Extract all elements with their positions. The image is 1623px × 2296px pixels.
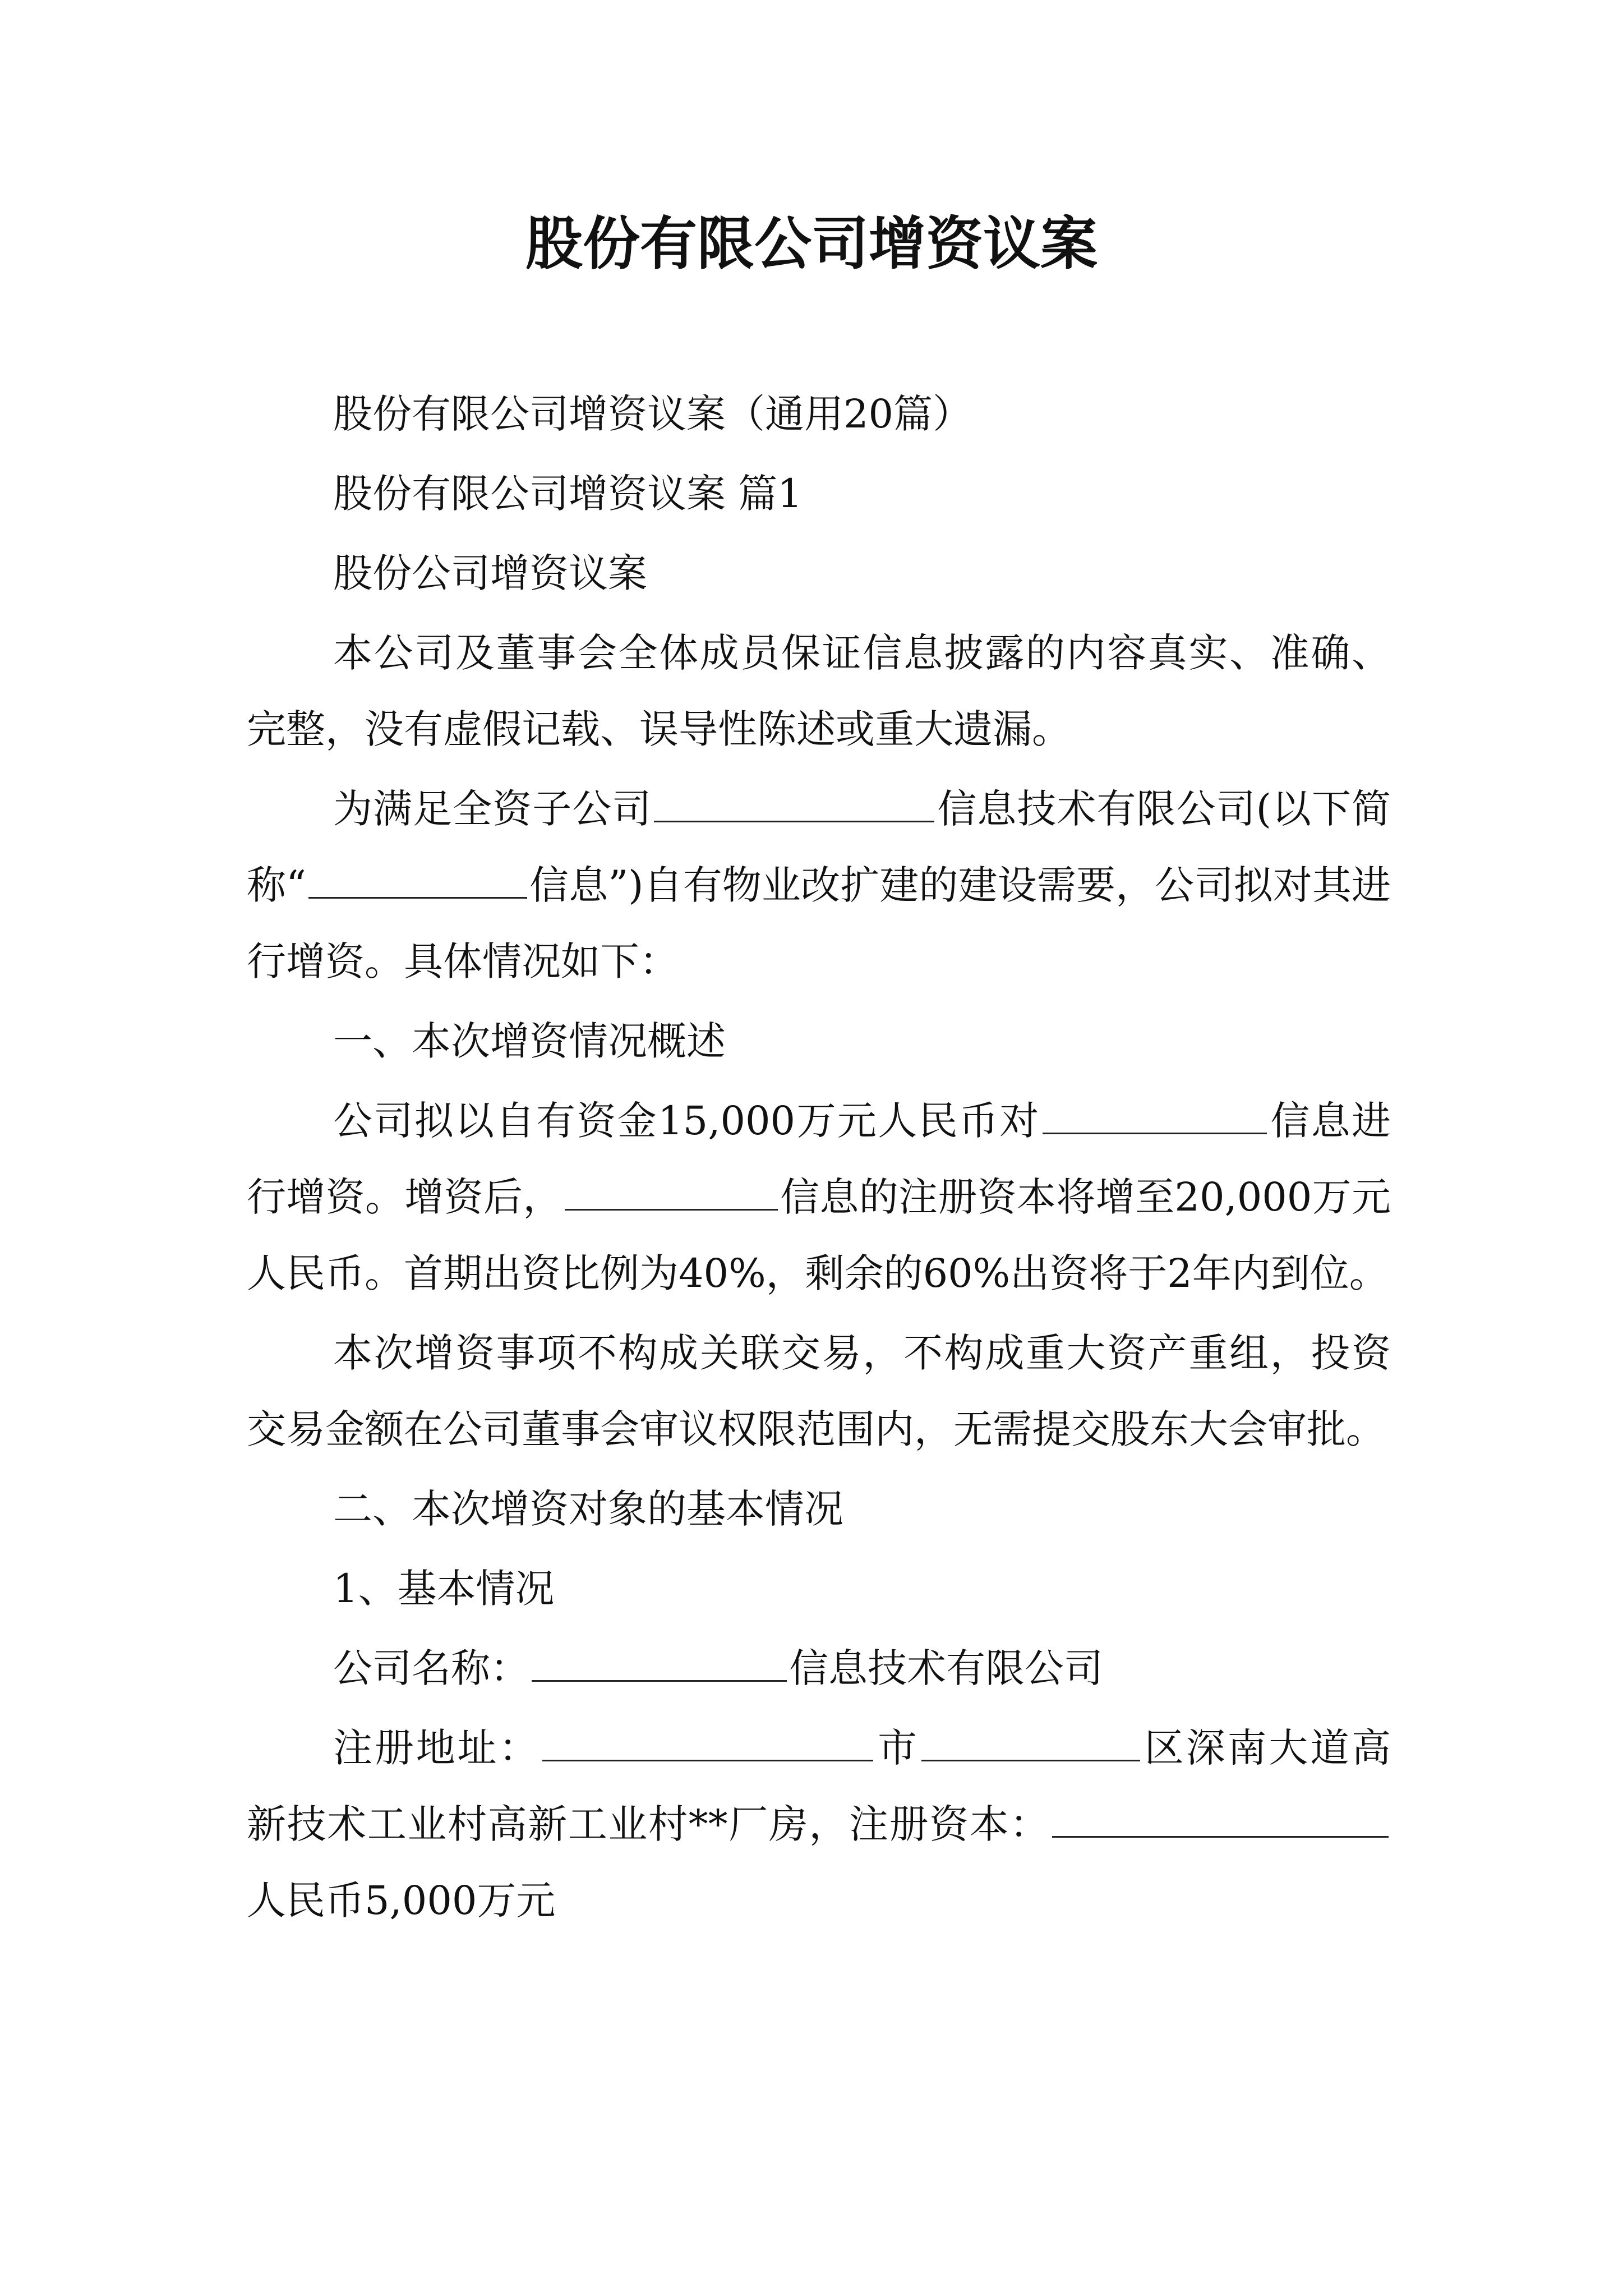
blank-line — [1043, 1132, 1267, 1134]
text-segment: 人民币5,000万元 — [247, 1878, 556, 1924]
paragraph-heading-overview: 一、本次增资情况概述 — [333, 1018, 726, 1064]
paragraph-purpose — [247, 771, 1391, 1000]
paragraph-subtitle: 股份有限公司增资议案（通用20篇） — [333, 391, 972, 437]
text-segment: 公司拟以自有资金15,000万元人民币对 — [333, 1098, 1040, 1144]
blank-line — [532, 1680, 787, 1682]
document-title: 股份有限公司增资议案 — [525, 210, 1098, 278]
paragraph-registered-address — [247, 1710, 1391, 1939]
text-segment: 注册地址： — [333, 1725, 541, 1771]
paragraph-article-heading: 股份有限公司增资议案 篇1 — [333, 471, 803, 517]
blank-line — [1052, 1835, 1389, 1838]
text-segment: 公司名称： — [333, 1645, 529, 1691]
blank-line — [654, 820, 934, 822]
blank-line — [542, 1759, 873, 1761]
text-segment: 信息进行增资。增资后， — [247, 1098, 1391, 1220]
blank-line — [921, 1759, 1140, 1761]
paragraph-heading-target: 二、本次增资对象的基本情况 — [333, 1486, 843, 1532]
paragraph-capital-increase — [247, 1083, 1391, 1312]
text-segment: 信息技术有限公司 — [789, 1645, 1103, 1691]
paragraph-related-transaction: 本次增资事项不构成关联交易，不构成重大资产重组，投资交易金额在公司董事会审议权限范围内，无需提交股东大会审批。 — [247, 1330, 1391, 1452]
text-segment: 信息”)自有物业改扩建的建设需要，公司拟对其进行增资。具体情况如下： — [247, 862, 1391, 984]
paragraph-section-title: 股份公司增资议案 — [333, 550, 647, 596]
paragraph-heading-basic: 1、基本情况 — [333, 1566, 555, 1612]
text-segment: 信息的注册资本将增至20,000万元人民币。首期出资比例为40%，剩余的60%出资将于2年内到位。 — [247, 1174, 1391, 1296]
blank-line — [565, 1208, 778, 1211]
document-body — [247, 376, 1391, 1942]
text-segment: 区深南大道高新技术工业村高新工业村**厂房，注册资本： — [247, 1725, 1391, 1847]
paragraph-disclosure-statement: 本公司及董事会全体成员保证信息披露的内容真实、准确、完整，没有虚假记载、误导性陈述或重大遗漏。 — [247, 630, 1391, 752]
text-segment: 信息技术有限公司(以下简称“ — [247, 786, 1391, 908]
paragraph-company-name — [247, 1630, 1391, 1706]
text-segment: 为满足全资子公司 — [333, 786, 652, 832]
text-segment: 市 — [875, 1725, 919, 1771]
blank-line — [308, 896, 527, 899]
